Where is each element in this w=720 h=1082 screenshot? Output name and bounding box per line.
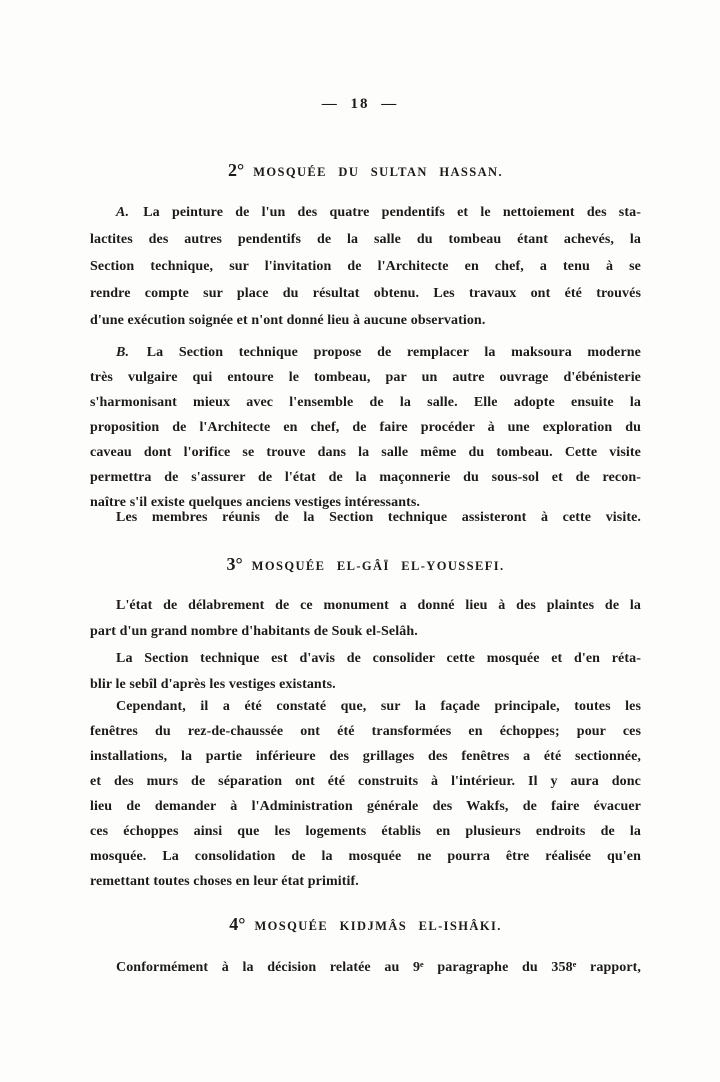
text-line: Conformément à la décision relatée au 9ᵉ paragraphe du 358ᵉ rapport,: [116, 960, 641, 975]
text-line: caveau dont l'orifice se trouve dans la salle même du tombeau. Cette visite: [90, 445, 641, 460]
paragraph-a: [90, 199, 641, 334]
text-line: installations, la partie inférieure des grillages des fenêtres a été sectionnée,: [90, 749, 641, 764]
section-title: MOSQUÉE DU SULTAN HASSAN.: [253, 165, 503, 179]
text-line: permettra de s'assurer de l'état de la maçonnerie du sous-sol et de recon-: [90, 470, 641, 485]
text-line: [90, 199, 641, 226]
text-line: [90, 340, 641, 365]
section-heading-sultan-hassan: [90, 160, 641, 181]
text-line-content: La Section technique propose de remplacer la maksoura moderne: [146, 345, 641, 360]
text-line: ces échoppes ainsi que les logements établis en plusieurs endroits de la: [90, 824, 641, 839]
paragraph-conformement: [90, 954, 641, 981]
section-number: 4°: [229, 914, 246, 934]
text-line: lieu de demander à l'Administration générale des Wakfs, de faire évacuer: [90, 799, 641, 814]
paragraph-cependant: [90, 694, 641, 894]
text-line: L'état de délabrement de ce monument a donné lieu à des plaintes de la: [116, 598, 641, 613]
section-heading-kidjmas-el-ishaki: [90, 914, 641, 935]
text-line: Cependant, il a été constaté que, sur la façade principale, toutes les: [116, 699, 641, 714]
text-line: proposition de l'Architecte en chef, de faire procéder à une exploration du: [90, 420, 641, 435]
text-line: fenêtres du rez-de-chaussée ont été transformées en échoppes; pour ces: [90, 724, 641, 739]
text-line: La Section technique est d'avis de consolider cette mosquée et d'en réta-: [116, 651, 641, 666]
paragraph-members: [90, 504, 641, 531]
text-line: blir le sebîl d'après les vestiges existants.: [90, 677, 336, 692]
page-number: — 18 —: [321, 96, 399, 112]
text-line: d'une exécution soignée et n'ont donné lieu à aucune observation.: [90, 313, 486, 328]
text-line: Section technique, sur l'invitation de l'Architecte en chef, a tenu à se: [90, 259, 641, 274]
text-line: remettant toutes choses en leur état primitif.: [90, 874, 359, 889]
section-number: 3°: [226, 554, 243, 574]
paragraph-lead: A.: [116, 205, 130, 220]
text-line: s'harmonisant mieux avec l'ensemble de la salle. Elle adopte ensuite la: [90, 395, 641, 410]
text-line-content: La peinture de l'un des quatre pendentifs et le nettoiement des sta-: [143, 205, 641, 220]
paragraph-delabrement: [90, 593, 641, 645]
text-line: rendre compte sur place du résultat obtenu. Les travaux ont été trouvés: [90, 286, 641, 301]
section-title: MOSQUÉE KIDJMÂS EL-ISHÂKI.: [254, 919, 502, 933]
paragraph-consolider: [90, 646, 641, 698]
text-line: mosquée. La consolidation de la mosquée ne pourra être réalisée qu'en: [90, 849, 641, 864]
text-line: part d'un grand nombre d'habitants de Souk el-Selâh.: [90, 624, 418, 639]
section-title: MOSQUÉE EL-GÂÏ EL-YOUSSEFI.: [251, 559, 505, 573]
paragraph-lead: B.: [116, 345, 130, 360]
paragraph-b: [90, 340, 641, 515]
text-line: naître s'il existe quelques anciens vestiges intéressants.: [90, 495, 421, 510]
text-line: très vulgaire qui entoure le tombeau, par un autre ouvrage d'ébénisterie: [90, 370, 641, 385]
section-number: 2°: [228, 160, 245, 180]
section-heading-el-gai-el-youssefi: [90, 554, 641, 575]
text-line: et des murs de séparation ont été construits à l'intérieur. Il y aura donc: [90, 774, 641, 789]
text-line: lactites des autres pendentifs de la salle du tombeau étant achevés, la: [90, 232, 641, 247]
text-line: Les membres réunis de la Section technique assisteront à cette visite.: [116, 510, 641, 525]
